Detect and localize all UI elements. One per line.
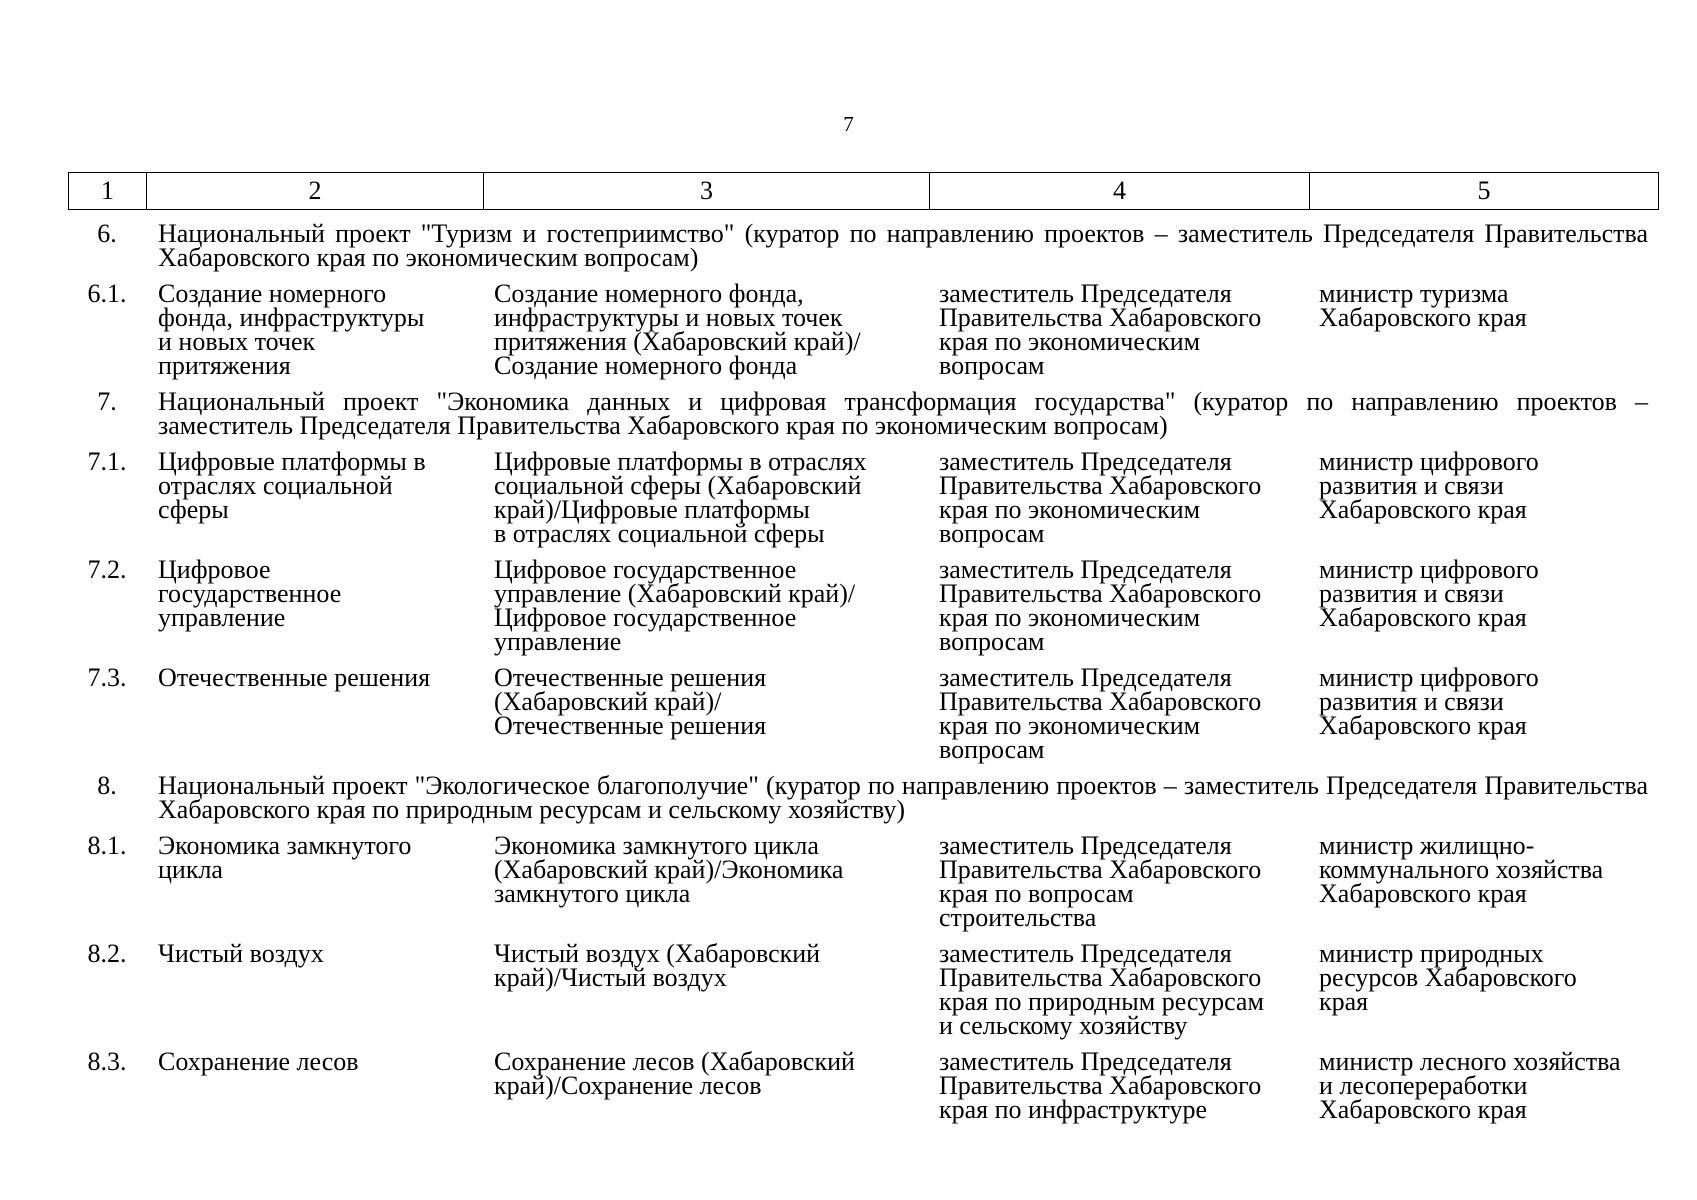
table-row (68, 1047, 1658, 1124)
document-body (68, 219, 1658, 1134)
column-header-3: 3 (484, 173, 930, 210)
row-number: 8.1. (87, 831, 127, 860)
project-curator: заместитель Председателя Правительства Хабаровского края по экономическим вопросам (939, 447, 1262, 548)
project-curator: заместитель Председателя Правительства Хабаровского края по экономическим вопросам (939, 279, 1262, 380)
regional-project: Экономика замкнутого цикла (Хабаровский край)/Экономика замкнутого цикла (494, 831, 844, 908)
table-row (68, 447, 1658, 548)
project-name: Экономика замкнутого цикла (158, 831, 412, 884)
section-heading (68, 219, 1658, 272)
project-head: министр лесного хозяйства и лесопереработки Хабаровского края (1319, 1047, 1621, 1124)
table-row (68, 831, 1658, 932)
regional-project: Цифровое государственное управление (Хабаровский край)/ Цифровое государственное управление (494, 555, 856, 656)
section-number: 7. (97, 387, 117, 416)
regional-project: Создание номерного фонда, инфраструктуры и новых точек притяжения (Хабаровский край)/ Создание номерного фонда (494, 279, 861, 380)
section-title: Национальный проект "Экономика данных и цифровая трансформация государства" (куратор по направлению проектов – заместитель Председателя Правительства Хабаровского края по экономическим вопросам) (158, 387, 1648, 440)
regional-project: Сохранение лесов (Хабаровский край)/Сохранение лесов (494, 1047, 855, 1100)
project-head: министр природных ресурсов Хабаровского края (1319, 939, 1577, 1016)
section-number: 6. (97, 219, 117, 248)
section-heading (68, 387, 1658, 440)
project-name: Отечественные решения (158, 663, 431, 692)
section-heading (68, 771, 1658, 824)
project-name: Цифровое государственное управление (158, 555, 342, 632)
column-header-2: 2 (147, 173, 484, 210)
regional-project: Отечественные решения (Хабаровский край)/ Отечественные решения (494, 663, 767, 740)
column-header-5: 5 (1310, 173, 1659, 210)
column-header-4: 4 (930, 173, 1310, 210)
project-name: Создание номерного фонда, инфраструктуры и новых точек притяжения (158, 279, 425, 380)
section-title: Национальный проект "Туризм и гостеприимство" (куратор по направлению проектов – заместитель Председателя Правительства Хабаровского края по экономическим вопросам) (158, 219, 1648, 272)
regional-project: Чистый воздух (Хабаровский край)/Чистый воздух (494, 939, 821, 992)
project-curator: заместитель Председателя Правительства Хабаровского края по экономическим вопросам (939, 555, 1262, 656)
project-curator: заместитель Председателя Правительства Хабаровского края по экономическим вопросам (939, 663, 1262, 764)
regional-project: Цифровые платформы в отраслях социальной сферы (Хабаровский край)/Цифровые платформы в отраслях социальной сферы (494, 447, 867, 548)
project-name: Цифровые платформы в отраслях социальной сферы (158, 447, 426, 524)
column-header-table (68, 172, 1659, 210)
row-number: 6.1. (87, 279, 127, 308)
row-number: 7.3. (87, 663, 127, 692)
project-curator: заместитель Председателя Правительства Хабаровского края по инфраструктуре (939, 1047, 1262, 1124)
page-number: 7 (843, 112, 854, 136)
section-number: 8. (97, 771, 117, 800)
table-row (68, 939, 1658, 1040)
column-header-row (69, 173, 1659, 210)
project-name: Чистый воздух (158, 939, 324, 968)
project-head: министр цифрового развития и связи Хабаровского края (1319, 555, 1539, 632)
table-row (68, 555, 1658, 656)
project-head: министр цифрового развития и связи Хабаровского края (1319, 663, 1539, 740)
project-head: министр цифрового развития и связи Хабаровского края (1319, 447, 1539, 524)
project-curator: заместитель Председателя Правительства Хабаровского края по вопросам строительства (939, 831, 1262, 932)
section-title: Национальный проект "Экологическое благополучие" (куратор по направлению проектов – заместитель Председателя Правительства Хабаровского края по природным ресурсам и сельскому хозяйству) (158, 771, 1648, 824)
row-number: 7.2. (87, 555, 127, 584)
project-curator: заместитель Председателя Правительства Хабаровского края по природным ресурсам и сельскому хозяйству (939, 939, 1264, 1040)
row-number: 8.2. (87, 939, 127, 968)
row-number: 7.1. (87, 447, 127, 476)
table-row (68, 663, 1658, 764)
table-row (68, 279, 1658, 380)
project-head: министр жилищно- коммунального хозяйства Хабаровского края (1319, 831, 1604, 908)
project-name: Сохранение лесов (158, 1047, 359, 1076)
project-head: министр туризма Хабаровского края (1319, 279, 1527, 332)
column-header-1: 1 (69, 173, 147, 210)
row-number: 8.3. (87, 1047, 127, 1076)
